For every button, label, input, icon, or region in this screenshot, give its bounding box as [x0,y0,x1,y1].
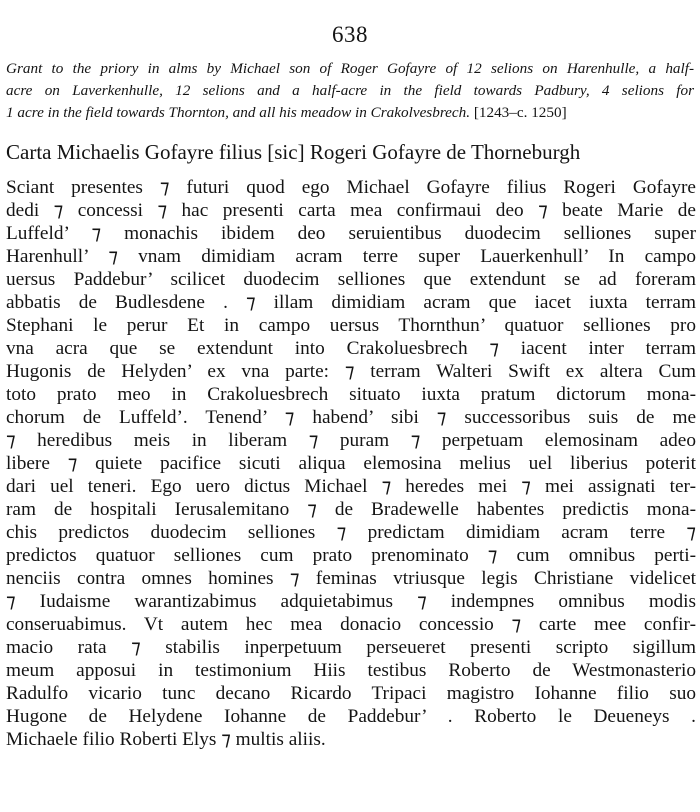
charter-line: libere ⁊ quiete pacifice sicuti aliqua elemosina melius uel liberius poterit [6,453,696,474]
charter-line: dedi ⁊ concessi ⁊ hac presenti carta mea confirmaui deo ⁊ beate Marie de [6,200,696,221]
summary-line-last [6,102,694,124]
charter-line: dari uel teneri. Ego uero dictus Michael ⁊ heredes mei ⁊ mei assignati ter- [6,476,696,497]
charter-line: Sciant presentes ⁊ futuri quod ego Michael Gofayre filius Rogeri Gofayre [6,177,696,198]
charter-line: uersus Paddebur’ scilicet duodecim selliones que extendunt se ad foreram [6,269,696,290]
charter-line: ram de hospitali Ierusalemitano ⁊ de Bradewelle habentes predictis mona- [6,499,696,520]
charter-line: Michaele filio Roberti Elys ⁊ multis aliis. [6,729,326,750]
summary-line: Grant to the priory in alms by Michael son of Roger Gofayre of 12 selions on Harenhulle, a half- [6,60,694,77]
charter-heading: Carta Michaelis Gofayre filius [sic] Rogeri Gofayre de Thorneburgh [6,140,581,164]
charter-line: conseruabimus. Vt autem hec mea donacio concessio ⁊ carte mee confir- [6,614,696,635]
charter-line: ⁊ Iudaisme warantizabimus adquietabimus ⁊ indempnes omnibus modis [6,591,696,612]
summary-line: acre on Laverkenhulle, 12 selions and a half-acre in the field towards Padbury, 4 selions for [6,82,694,99]
charter-line: chis predictos duodecim selliones ⁊ predictam dimidiam acram terre ⁊ [6,522,696,543]
summary-line: 1 acre in the field towards Thornton, and all his meadow in Crakolvesbrech. [6,104,471,121]
charter-line: vna acra que se extendunt into Crakoluesbrech ⁊ iacent inter terram [6,338,696,359]
charter-line: Hugonis de Helyden’ ex vna parte: ⁊ terram Walteri Swift ex altera Cum [6,361,696,382]
charter-text [6,176,696,751]
charter-line: chorum de Luffeld’. Tenend’ ⁊ habend’ sibi ⁊ successoribus suis de me [6,407,696,428]
charter-line: Luffeld’ ⁊ monachis ibidem deo seruientibus duodecim selliones super [6,223,696,244]
charter-summary [6,58,694,124]
charter-line: Harenhull’ ⁊ vnam dimidiam acram terre super Lauerkenhull’ In campo [6,246,696,267]
charter-line: Radulfo vicario tunc decano Ricardo Tripaci magistro Iohanne filio suo [6,683,696,704]
charter-line: Stephani le perur Et in campo uersus Thornthun’ quatuor selliones pro [6,315,696,336]
summary-date: [1243–c. 1250] [473,104,567,121]
charter-line: Hugone de Helydene Iohanne de Paddebur’ . Roberto le Deueneys . [6,706,696,727]
charter-line: ⁊ heredibus meis in liberam ⁊ puram ⁊ perpetuam elemosinam adeo [6,430,696,451]
charter-line: abbatis de Budlesdene . ⁊ illam dimidiam acram que iacet iuxta terram [6,292,696,313]
charter-line: macio rata ⁊ stabilis inperpetuum perseueret presenti scripto sigillum [6,637,696,658]
charter-line: nenciis contra omnes homines ⁊ feminas vtriusque legis Christiane videlicet [6,568,696,589]
charter-line: predictos quatuor selliones cum prato prenominato ⁊ cum omnibus perti- [6,545,696,566]
charter-line: toto prato meo in Crakoluesbrech situato iuxta pratum dictorum mona- [6,384,696,405]
charter-line: meum apposui in testimonium Hiis testibus Roberto de Westmonasterio [6,660,696,681]
page-number: 638 [332,22,368,47]
